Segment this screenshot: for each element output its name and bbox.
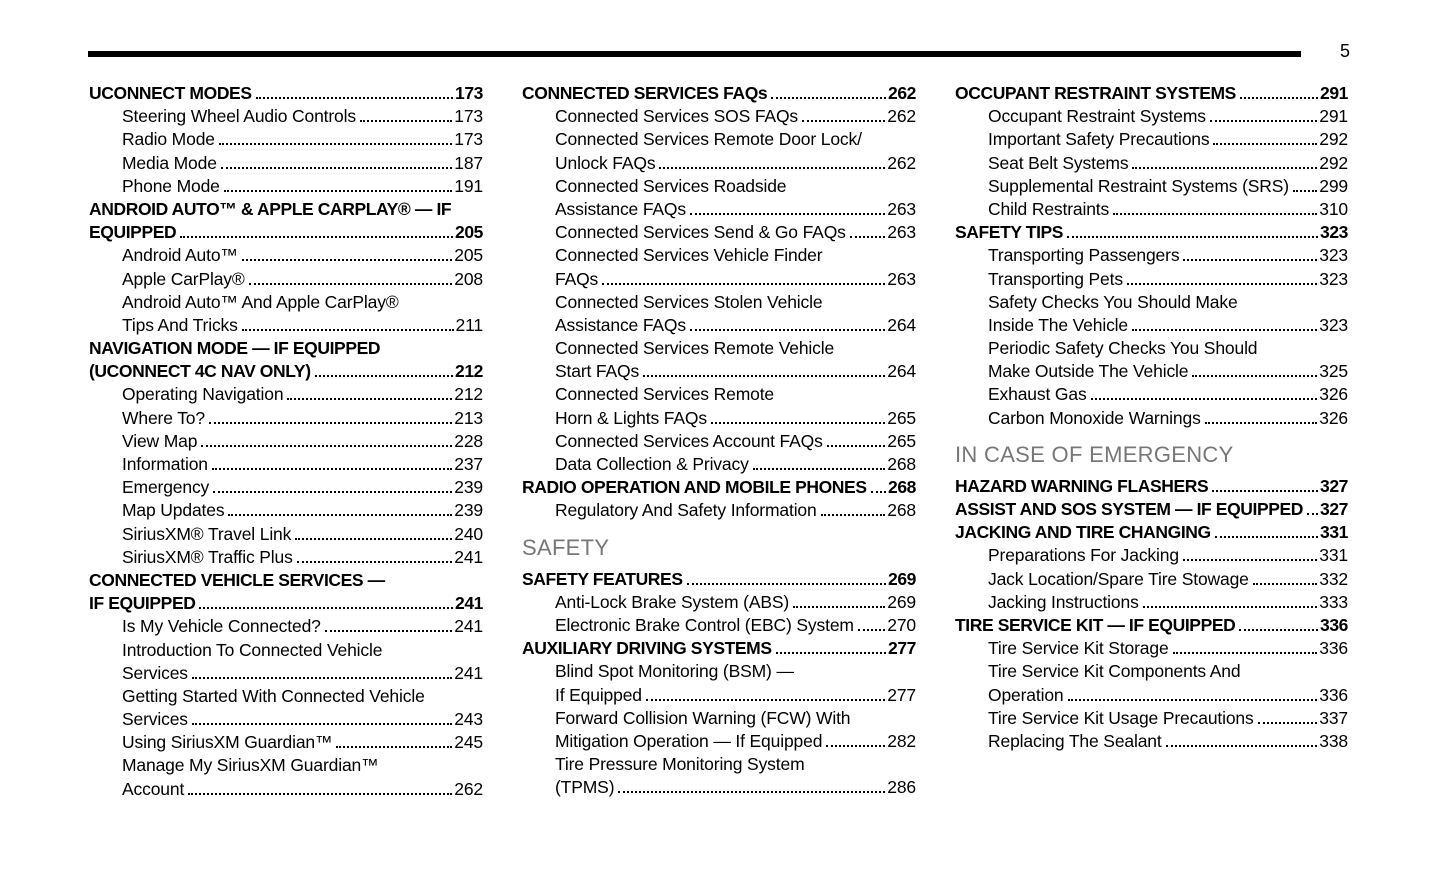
page-ref: 327 [1320, 475, 1348, 496]
entry-title: Services [122, 662, 188, 683]
entry-title: Information [122, 454, 208, 474]
dot-leader [821, 514, 886, 516]
page-ref: 331 [1319, 545, 1348, 566]
dot-leader [1212, 490, 1318, 492]
entry-title: Assistance FAQs [555, 314, 686, 335]
page-ref: 241 [454, 662, 483, 683]
toc-entry[interactable] [955, 268, 1348, 291]
dot-leader [249, 283, 453, 285]
entry-title: RADIO OPERATION AND MOBILE PHONES [522, 477, 867, 498]
page-ref: 208 [454, 268, 483, 289]
toc-entry[interactable] [89, 430, 483, 453]
entry-title: Connected Services Account FAQs [555, 430, 823, 451]
dot-leader [228, 514, 452, 516]
dot-leader [201, 445, 452, 447]
dot-leader [242, 259, 452, 261]
dot-leader [180, 236, 453, 238]
dot-leader [1253, 583, 1317, 585]
entry-title: Android Auto™ [122, 245, 238, 266]
toc-entry[interactable] [89, 82, 483, 105]
page-ref: 286 [887, 777, 916, 798]
toc-entry[interactable] [955, 660, 1348, 706]
toc-entry[interactable] [522, 591, 916, 614]
entry-title: JACKING AND TIRE CHANGING [955, 522, 1211, 543]
dot-leader [646, 699, 885, 701]
entry-title: Exhaust Gas [988, 384, 1087, 405]
entry-title: Connected Services SOS FAQs [555, 106, 799, 127]
entry-title: Transporting Pets [988, 268, 1123, 289]
dot-leader [1091, 398, 1318, 400]
toc-entry[interactable] [89, 476, 483, 499]
dot-leader [221, 167, 452, 169]
dot-leader [1143, 606, 1318, 608]
entry-title: Account [122, 778, 185, 799]
dot-leader [256, 97, 453, 99]
toc-entry[interactable] [522, 128, 916, 174]
entry-title: Connected Services Vehicle Finder [555, 245, 823, 266]
page-ref: 245 [454, 732, 483, 753]
toc-entry[interactable] [955, 730, 1348, 753]
entry-title: Supplemental Restraint Systems (SRS) [988, 175, 1289, 196]
dot-leader [1068, 699, 1318, 701]
toc-entry[interactable] [955, 568, 1348, 591]
entry-title: Connected Services Roadside [555, 175, 787, 196]
toc-entry[interactable] [522, 105, 916, 128]
dot-leader [690, 213, 885, 215]
toc-entry[interactable] [89, 523, 483, 546]
page-ref: 205 [455, 222, 483, 243]
page-ref: 270 [887, 614, 916, 635]
toc-entry[interactable] [89, 546, 483, 569]
entry-title: AUXILIARY DRIVING SYSTEMS [522, 638, 772, 659]
entry-title: Android Auto™ And Apple CarPlay® [122, 291, 399, 312]
toc-entry[interactable] [522, 753, 916, 799]
toc-entry[interactable] [522, 568, 916, 591]
entry-title: Using SiriusXM Guardian™ [122, 732, 333, 753]
toc-entry[interactable] [89, 244, 483, 267]
entry-title: Emergency [122, 477, 210, 498]
entry-title: View Map [122, 430, 198, 451]
toc-entry[interactable] [955, 707, 1348, 730]
toc-entry[interactable] [955, 105, 1348, 128]
entry-title: Connected Services Remote [555, 384, 774, 405]
dot-leader [802, 120, 885, 122]
entry-title: Tire Pressure Monitoring System [555, 754, 805, 775]
page-ref: 323 [1319, 268, 1348, 289]
toc-column-1 [89, 82, 483, 801]
entry-title: Phone Mode [122, 175, 220, 196]
entry-title: Radio Mode [122, 129, 215, 150]
section-header: IN CASE OF EMERGENCY [955, 441, 1234, 467]
page-ref: 241 [455, 593, 483, 614]
entry-title: Tire Service Kit Usage Precautions [988, 707, 1254, 728]
top-rule [88, 51, 1301, 57]
dot-leader [1213, 143, 1317, 145]
entry-title: Connected Services Stolen Vehicle [555, 291, 823, 312]
page-ref: 239 [454, 500, 483, 521]
entry-title: Media Mode [122, 152, 217, 173]
page-ref: 243 [454, 709, 483, 730]
page-ref: 263 [887, 222, 916, 243]
page-ref: 228 [454, 430, 483, 451]
entry-title: Jacking Instructions [988, 591, 1139, 612]
toc-entry[interactable] [89, 615, 483, 638]
entry-title: Tips And Tricks [122, 314, 238, 335]
toc-entry[interactable] [89, 128, 483, 151]
page-ref: 326 [1319, 407, 1348, 428]
page-ref: 211 [455, 314, 483, 335]
entry-title: Preparations For Jacking [988, 545, 1179, 566]
page-ref: 277 [887, 684, 916, 705]
toc-entry[interactable] [522, 499, 916, 522]
dot-leader [1239, 629, 1318, 631]
entry-title: Safety Checks You Should Make [988, 291, 1238, 312]
entry-title: Blind Spot Monitoring (BSM) — [555, 661, 794, 682]
entry-title: Start FAQs [555, 361, 640, 382]
toc-entry[interactable] [89, 569, 483, 615]
entry-title: Replacing The Sealant [988, 730, 1162, 751]
dot-leader [753, 468, 886, 470]
dot-leader [771, 97, 886, 99]
dot-leader [1205, 422, 1318, 424]
toc-entry[interactable] [522, 291, 916, 337]
entry-title: Assistance FAQs [555, 198, 686, 219]
section-header: SAFETY [522, 534, 610, 560]
toc-entry[interactable] [955, 244, 1348, 267]
dot-leader [687, 583, 886, 585]
page-ref: 265 [887, 430, 916, 451]
entry-title: HAZARD WARNING FLASHERS [955, 475, 1209, 496]
entry-title: OCCUPANT RESTRAINT SYSTEMS [955, 83, 1236, 103]
toc-entry[interactable] [89, 754, 483, 800]
page-ref: 336 [1320, 614, 1348, 635]
page-ref: 268 [888, 477, 916, 498]
page-ref: 336 [1319, 638, 1348, 659]
dot-leader [315, 375, 453, 377]
page-ref: 268 [887, 500, 916, 521]
toc-entry[interactable] [955, 175, 1348, 198]
toc-entry[interactable] [89, 499, 483, 522]
toc-entry[interactable] [89, 198, 483, 244]
page-ref: 268 [887, 454, 916, 474]
dot-leader [1192, 375, 1317, 377]
page-ref: 173 [454, 106, 483, 127]
entry-title: (UCONNECT 4C NAV ONLY) [89, 361, 311, 382]
page-ref: 299 [1319, 175, 1348, 196]
entry-title: NAVIGATION MODE — IF EQUIPPED [89, 338, 381, 359]
page-ref: 282 [887, 730, 916, 751]
dot-leader [212, 468, 452, 470]
toc-entry[interactable] [89, 639, 483, 685]
entry-title: Tire Service Kit Components And [988, 661, 1241, 682]
toc-entry[interactable] [522, 221, 916, 244]
dot-leader [1183, 559, 1317, 561]
dot-leader [1173, 652, 1318, 654]
page-ref: 291 [1320, 83, 1348, 103]
dot-leader [325, 630, 453, 632]
dot-leader [192, 677, 452, 679]
entry-title: Operating Navigation [122, 384, 284, 405]
page-ref: 264 [887, 314, 916, 335]
page-ref: 326 [1319, 384, 1348, 405]
page-ref: 333 [1319, 591, 1348, 612]
entry-title: Getting Started With Connected Vehicle [122, 685, 425, 706]
toc-entry[interactable] [89, 175, 483, 198]
page-ref: 263 [887, 268, 916, 289]
page-ref: 336 [1319, 684, 1348, 705]
dot-leader [1293, 190, 1317, 192]
dot-leader [1183, 259, 1317, 261]
entry-title: Services [122, 709, 188, 730]
entry-title: Connected Services Remote Vehicle [555, 338, 835, 359]
toc-entry[interactable] [955, 544, 1348, 567]
toc-column-3 [955, 82, 1348, 753]
entry-title: Where To? [122, 407, 205, 428]
toc-entry[interactable] [89, 731, 483, 754]
dot-leader [1215, 536, 1318, 538]
toc-entry[interactable] [522, 660, 916, 706]
toc-entry[interactable] [89, 337, 483, 383]
page-ref: 265 [887, 407, 916, 428]
page-ref: 173 [455, 83, 483, 103]
toc-entry[interactable] [522, 383, 916, 429]
toc-entry[interactable] [955, 291, 1348, 337]
toc-entry[interactable] [955, 82, 1348, 105]
entry-title: Regulatory And Safety Information [555, 500, 817, 521]
entry-title: Introduction To Connected Vehicle [122, 639, 383, 660]
page-ref: 269 [887, 591, 916, 612]
page-ref: 325 [1319, 361, 1348, 382]
dot-leader [199, 607, 453, 609]
dot-leader [242, 329, 454, 331]
page-ref: 187 [454, 152, 483, 173]
toc-entry[interactable] [522, 707, 916, 753]
toc-entry[interactable] [955, 198, 1348, 221]
page-ref: 263 [887, 198, 916, 219]
toc-entry[interactable] [955, 128, 1348, 151]
entry-title: Important Safety Precautions [988, 129, 1210, 150]
entry-title: If Equipped [555, 684, 642, 705]
dot-leader [659, 167, 885, 169]
toc-entry[interactable] [89, 383, 483, 406]
toc-entry[interactable] [955, 521, 1348, 544]
dot-leader [618, 791, 885, 793]
page-ref: 205 [454, 245, 483, 266]
page-ref: 292 [1319, 152, 1348, 173]
entry-title: CONNECTED VEHICLE SERVICES — [89, 569, 385, 590]
entry-title: Tire Service Kit Storage [988, 638, 1169, 659]
entry-title: Jack Location/Spare Tire Stowage [988, 568, 1249, 589]
entry-title: EQUIPPED [89, 222, 177, 243]
entry-title: Unlock FAQs [555, 152, 656, 173]
toc-entry[interactable] [522, 244, 916, 290]
page-ref: 277 [888, 638, 916, 659]
dot-leader [188, 793, 452, 795]
dot-leader [224, 190, 453, 192]
toc-entry[interactable] [89, 685, 483, 731]
dot-leader [287, 398, 452, 400]
entry-title: Periodic Safety Checks You Should [988, 338, 1258, 359]
entry-title: ANDROID AUTO™ & APPLE CARPLAY® — IF [89, 198, 452, 219]
entry-title: Steering Wheel Audio Controls [122, 106, 356, 127]
entry-title: (TPMS) [555, 777, 615, 798]
toc-entry[interactable] [522, 453, 916, 476]
page-ref: 264 [887, 361, 916, 382]
entry-title: SiriusXM® Travel Link [122, 523, 292, 544]
dot-leader [826, 745, 885, 747]
entry-title: Operation [988, 684, 1064, 705]
entry-title: Child Restraints [988, 198, 1110, 219]
page-ref: 191 [454, 175, 483, 196]
toc-entry[interactable] [89, 268, 483, 291]
dot-leader [1307, 513, 1318, 515]
dot-leader [871, 491, 886, 493]
toc-entry[interactable] [89, 291, 483, 337]
entry-title: Connected Services Remote Door Lock/ [555, 129, 862, 150]
dot-leader [1132, 329, 1317, 331]
page-ref: 212 [454, 384, 483, 405]
page-ref: 241 [454, 616, 483, 637]
toc-entry[interactable] [89, 152, 483, 175]
entry-title: Is My Vehicle Connected? [122, 616, 321, 637]
dot-leader [1210, 120, 1317, 122]
entry-title: Forward Collision Warning (FCW) With [555, 707, 851, 728]
dot-leader [858, 629, 885, 631]
entry-title: SiriusXM® Traffic Plus [122, 546, 293, 567]
page-ref: 332 [1319, 568, 1348, 589]
entry-title: SAFETY FEATURES [522, 568, 683, 589]
page-ref: 262 [887, 152, 916, 173]
toc-column-2 [522, 82, 916, 799]
page-ref: 241 [454, 546, 483, 567]
dot-leader [643, 375, 885, 377]
entry-title: CONNECTED SERVICES FAQs [522, 83, 768, 103]
dot-leader [219, 143, 452, 145]
page-ref: 237 [454, 454, 483, 474]
entry-title: Seat Belt Systems [988, 152, 1129, 173]
page-ref: 323 [1319, 245, 1348, 266]
toc-entry[interactable] [955, 498, 1348, 521]
entry-title: UCONNECT MODES [89, 83, 252, 103]
page-ref: 173 [454, 129, 483, 150]
page-ref: 327 [1320, 499, 1348, 519]
dot-leader [360, 120, 452, 122]
page-number: 5 [1340, 41, 1351, 61]
dot-leader [336, 746, 452, 748]
toc-entry[interactable] [522, 637, 916, 660]
toc-entry[interactable] [955, 637, 1348, 660]
entry-title: Mitigation Operation — If Equipped [555, 730, 823, 751]
toc-entry[interactable] [522, 175, 916, 221]
dot-leader [1240, 97, 1318, 99]
page-ref: 262 [887, 106, 916, 127]
dot-leader [793, 606, 885, 608]
page-ref: 331 [1320, 522, 1348, 543]
toc-entry[interactable] [955, 407, 1348, 430]
page-ref: 292 [1319, 129, 1348, 150]
entry-title: Electronic Brake Control (EBC) System [555, 614, 854, 635]
dot-leader [1067, 236, 1318, 238]
dot-leader [711, 422, 885, 424]
toc-entry[interactable] [522, 337, 916, 383]
toc-entry[interactable] [955, 383, 1348, 406]
page-ref: 240 [454, 523, 483, 544]
page-ref: 239 [454, 477, 483, 498]
entry-title: Horn & Lights FAQs [555, 407, 707, 428]
page-ref: 262 [888, 83, 916, 103]
dot-leader [1132, 167, 1317, 169]
page-ref: 212 [455, 361, 483, 382]
entry-title: Anti-Lock Brake System (ABS) [555, 591, 790, 612]
toc-entry[interactable] [955, 221, 1348, 244]
toc-entry[interactable] [89, 407, 483, 430]
dot-leader [209, 422, 452, 424]
toc-entry[interactable] [522, 476, 916, 499]
toc-entry[interactable] [522, 82, 916, 105]
dot-leader [602, 283, 885, 285]
entry-title: Data Collection & Privacy [555, 454, 749, 474]
dot-leader [213, 491, 452, 493]
entry-title: SAFETY TIPS [955, 222, 1064, 243]
toc-entry[interactable] [955, 475, 1348, 498]
page-ref: 323 [1319, 314, 1348, 335]
page-ref: 337 [1319, 707, 1348, 728]
entry-title: Inside The Vehicle [988, 314, 1128, 335]
entry-title: Make Outside The Vehicle [988, 361, 1189, 382]
dot-leader [1113, 213, 1317, 215]
toc-entry[interactable] [955, 614, 1348, 637]
dot-leader [690, 329, 885, 331]
dot-leader [295, 538, 452, 540]
page-ref: 291 [1319, 106, 1348, 127]
entry-title: Transporting Passengers [988, 245, 1180, 266]
dot-leader [192, 723, 452, 725]
page-ref: 338 [1319, 730, 1348, 751]
dot-leader [1166, 745, 1318, 747]
dot-leader [850, 236, 885, 238]
toc-entry[interactable] [522, 430, 916, 453]
page-ref: 323 [1320, 222, 1348, 243]
entry-title: TIRE SERVICE KIT — IF EQUIPPED [955, 614, 1236, 635]
page-ref: 310 [1319, 198, 1348, 219]
entry-title: Carbon Monoxide Warnings [988, 407, 1201, 428]
toc-entry[interactable] [89, 453, 483, 476]
entry-title: ASSIST AND SOS SYSTEM — IF EQUIPPED [955, 499, 1304, 519]
toc-entry[interactable] [89, 105, 483, 128]
page-ref: 262 [454, 778, 483, 799]
entry-title: Apple CarPlay® [122, 268, 245, 289]
dot-leader [1258, 722, 1318, 724]
toc-entry[interactable] [955, 152, 1348, 175]
dot-leader [827, 445, 886, 447]
toc-entry[interactable] [955, 337, 1348, 383]
entry-title: Map Updates [122, 500, 225, 521]
entry-title: FAQs [555, 268, 599, 289]
toc-entry[interactable] [955, 591, 1348, 614]
toc-entry[interactable] [522, 614, 916, 637]
entry-title: IF EQUIPPED [89, 593, 196, 614]
dot-leader [297, 561, 453, 563]
dot-leader [776, 652, 886, 654]
page-ref: 213 [454, 407, 483, 428]
entry-title: Occupant Restraint Systems [988, 106, 1206, 127]
entry-title: Connected Services Send & Go FAQs [555, 222, 846, 243]
page-ref: 269 [888, 568, 916, 589]
dot-leader [1127, 283, 1317, 285]
entry-title: Manage My SiriusXM Guardian™ [122, 755, 379, 776]
